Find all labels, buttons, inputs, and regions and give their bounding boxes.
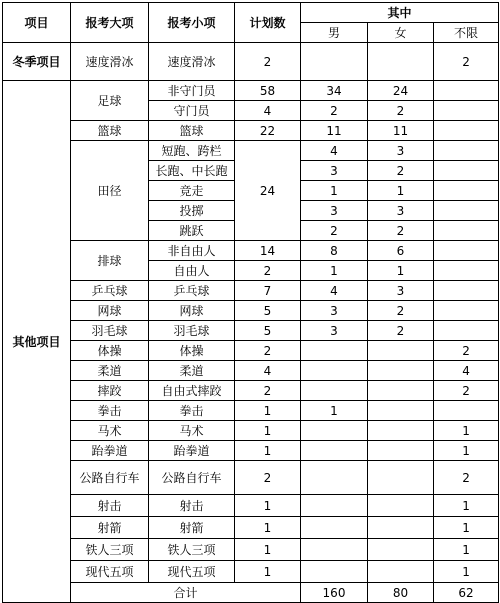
table-row <box>3 539 499 561</box>
major-cell: 射箭 <box>71 517 149 539</box>
plan-cell: 22 <box>235 121 301 141</box>
table-row <box>3 301 499 321</box>
plan-cell: 4 <box>235 101 301 121</box>
total-row <box>3 583 499 603</box>
minor-cell: 现代五项 <box>149 561 235 583</box>
unlimited-cell <box>434 101 499 121</box>
unlimited-cell <box>434 121 499 141</box>
unlimited-cell <box>434 401 499 421</box>
female-cell: 11 <box>368 121 434 141</box>
male-cell <box>301 381 368 401</box>
plan-cell: 7 <box>235 281 301 301</box>
female-cell: 1 <box>368 181 434 201</box>
plan-cell: 5 <box>235 321 301 341</box>
table-row <box>3 241 499 261</box>
female-cell: 3 <box>368 141 434 161</box>
table-row <box>3 321 499 341</box>
minor-cell: 跆拳道 <box>149 441 235 461</box>
unlimited-cell: 2 <box>434 381 499 401</box>
header-female: 女 <box>368 23 434 43</box>
female-cell <box>368 539 434 561</box>
major-cell: 田径 <box>71 141 149 241</box>
table-row <box>3 141 499 161</box>
male-cell: 4 <box>301 141 368 161</box>
unlimited-cell: 1 <box>434 539 499 561</box>
female-cell <box>368 361 434 381</box>
header-unlimited: 不限 <box>434 23 499 43</box>
male-cell: 8 <box>301 241 368 261</box>
unlimited-cell <box>434 261 499 281</box>
male-cell: 2 <box>301 221 368 241</box>
plan-cell: 1 <box>235 539 301 561</box>
male-cell <box>301 43 368 81</box>
male-cell: 3 <box>301 201 368 221</box>
plan-cell: 2 <box>235 461 301 495</box>
unlimited-cell: 1 <box>434 441 499 461</box>
unlimited-cell: 4 <box>434 361 499 381</box>
female-cell: 3 <box>368 201 434 221</box>
male-cell: 3 <box>301 301 368 321</box>
major-cell: 篮球 <box>71 121 149 141</box>
major-cell: 公路自行车 <box>71 461 149 495</box>
unlimited-cell <box>434 321 499 341</box>
female-cell <box>368 461 434 495</box>
minor-cell: 竞走 <box>149 181 235 201</box>
unlimited-cell: 1 <box>434 561 499 583</box>
header-plan: 计划数 <box>235 3 301 43</box>
major-cell: 摔跤 <box>71 381 149 401</box>
unlimited-cell: 1 <box>434 421 499 441</box>
unlimited-cell: 1 <box>434 495 499 517</box>
female-cell: 1 <box>368 261 434 281</box>
minor-cell: 柔道 <box>149 361 235 381</box>
minor-cell: 乒乓球 <box>149 281 235 301</box>
major-cell: 体操 <box>71 341 149 361</box>
total-male: 80 <box>368 583 434 603</box>
table-row <box>3 381 499 401</box>
female-cell: 2 <box>368 321 434 341</box>
male-cell <box>301 341 368 361</box>
unlimited-cell: 2 <box>434 461 499 495</box>
male-cell: 34 <box>301 81 368 101</box>
unlimited-cell <box>434 81 499 101</box>
recruitment-plan-table <box>2 2 499 603</box>
minor-cell: 速度滑冰 <box>149 43 235 81</box>
table-row <box>3 441 499 461</box>
table-row <box>3 495 499 517</box>
table-row <box>3 43 499 81</box>
category-cell: 其他项目 <box>3 81 71 603</box>
plan-cell: 1 <box>235 561 301 583</box>
male-cell <box>301 517 368 539</box>
unlimited-cell <box>434 181 499 201</box>
unlimited-cell <box>434 221 499 241</box>
table-row <box>3 81 499 101</box>
header-row <box>3 3 499 23</box>
plan-cell: 1 <box>235 441 301 461</box>
plan-cell: 24 <box>235 141 301 241</box>
minor-cell: 短跑、跨栏 <box>149 141 235 161</box>
unlimited-cell: 1 <box>434 517 499 539</box>
male-cell <box>301 539 368 561</box>
minor-cell: 守门员 <box>149 101 235 121</box>
plan-cell: 1 <box>235 421 301 441</box>
male-cell: 3 <box>301 321 368 341</box>
minor-cell: 投掷 <box>149 201 235 221</box>
male-cell <box>301 421 368 441</box>
major-cell: 柔道 <box>71 361 149 381</box>
unlimited-cell <box>434 141 499 161</box>
major-cell: 跆拳道 <box>71 441 149 461</box>
table-row <box>3 361 499 381</box>
female-cell <box>368 341 434 361</box>
plan-cell: 1 <box>235 401 301 421</box>
unlimited-cell: 2 <box>434 43 499 81</box>
header-of-which: 其中 <box>301 3 499 23</box>
minor-cell: 体操 <box>149 341 235 361</box>
header-minor: 报考小项 <box>149 3 235 43</box>
female-cell: 2 <box>368 101 434 121</box>
major-cell: 排球 <box>71 241 149 281</box>
unlimited-cell <box>434 161 499 181</box>
male-cell: 1 <box>301 181 368 201</box>
male-cell <box>301 561 368 583</box>
male-cell: 2 <box>301 101 368 121</box>
table-row <box>3 121 499 141</box>
plan-cell: 1 <box>235 517 301 539</box>
minor-cell: 公路自行车 <box>149 461 235 495</box>
plan-cell: 2 <box>235 341 301 361</box>
minor-cell: 非守门员 <box>149 81 235 101</box>
total-plan: 160 <box>301 583 368 603</box>
male-cell: 4 <box>301 281 368 301</box>
table-row <box>3 561 499 583</box>
minor-cell: 篮球 <box>149 121 235 141</box>
minor-cell: 网球 <box>149 301 235 321</box>
table-row <box>3 281 499 301</box>
unlimited-cell <box>434 281 499 301</box>
major-cell: 速度滑冰 <box>71 43 149 81</box>
major-cell: 射击 <box>71 495 149 517</box>
plan-cell: 58 <box>235 81 301 101</box>
major-cell: 乒乓球 <box>71 281 149 301</box>
unlimited-cell: 2 <box>434 341 499 361</box>
female-cell: 2 <box>368 301 434 321</box>
table-row <box>3 421 499 441</box>
table-row <box>3 401 499 421</box>
male-cell: 3 <box>301 161 368 181</box>
female-cell <box>368 381 434 401</box>
header-major: 报考大项 <box>71 3 149 43</box>
minor-cell: 射箭 <box>149 517 235 539</box>
major-cell: 网球 <box>71 301 149 321</box>
minor-cell: 拳击 <box>149 401 235 421</box>
plan-cell: 4 <box>235 361 301 381</box>
category-cell: 冬季项目 <box>3 43 71 81</box>
total-label: 合计 <box>71 583 301 603</box>
unlimited-cell <box>434 241 499 261</box>
plan-cell: 1 <box>235 495 301 517</box>
female-cell <box>368 441 434 461</box>
major-cell: 现代五项 <box>71 561 149 583</box>
male-cell: 1 <box>301 401 368 421</box>
female-cell <box>368 561 434 583</box>
female-cell: 24 <box>368 81 434 101</box>
male-cell: 1 <box>301 261 368 281</box>
female-cell: 6 <box>368 241 434 261</box>
table-row <box>3 341 499 361</box>
female-cell <box>368 43 434 81</box>
female-cell <box>368 421 434 441</box>
major-cell: 马术 <box>71 421 149 441</box>
female-cell: 2 <box>368 161 434 181</box>
female-cell <box>368 495 434 517</box>
male-cell <box>301 441 368 461</box>
minor-cell: 非自由人 <box>149 241 235 261</box>
major-cell: 铁人三项 <box>71 539 149 561</box>
plan-cell: 14 <box>235 241 301 261</box>
plan-cell: 2 <box>235 381 301 401</box>
major-cell: 拳击 <box>71 401 149 421</box>
male-cell <box>301 495 368 517</box>
minor-cell: 羽毛球 <box>149 321 235 341</box>
header-item: 项目 <box>3 3 71 43</box>
unlimited-cell <box>434 201 499 221</box>
female-cell <box>368 517 434 539</box>
minor-cell: 长跑、中长跑 <box>149 161 235 181</box>
table-row <box>3 517 499 539</box>
male-cell: 11 <box>301 121 368 141</box>
table-row <box>3 461 499 495</box>
unlimited-cell <box>434 301 499 321</box>
minor-cell: 马术 <box>149 421 235 441</box>
minor-cell: 自由式摔跤 <box>149 381 235 401</box>
male-cell <box>301 461 368 495</box>
minor-cell: 自由人 <box>149 261 235 281</box>
female-cell: 3 <box>368 281 434 301</box>
plan-cell: 2 <box>235 261 301 281</box>
minor-cell: 铁人三项 <box>149 539 235 561</box>
header-male: 男 <box>301 23 368 43</box>
total-female: 62 <box>434 583 499 603</box>
female-cell <box>368 401 434 421</box>
minor-cell: 跳跃 <box>149 221 235 241</box>
male-cell <box>301 361 368 381</box>
major-cell: 羽毛球 <box>71 321 149 341</box>
female-cell: 2 <box>368 221 434 241</box>
major-cell: 足球 <box>71 81 149 121</box>
plan-cell: 2 <box>235 43 301 81</box>
plan-cell: 5 <box>235 301 301 321</box>
minor-cell: 射击 <box>149 495 235 517</box>
